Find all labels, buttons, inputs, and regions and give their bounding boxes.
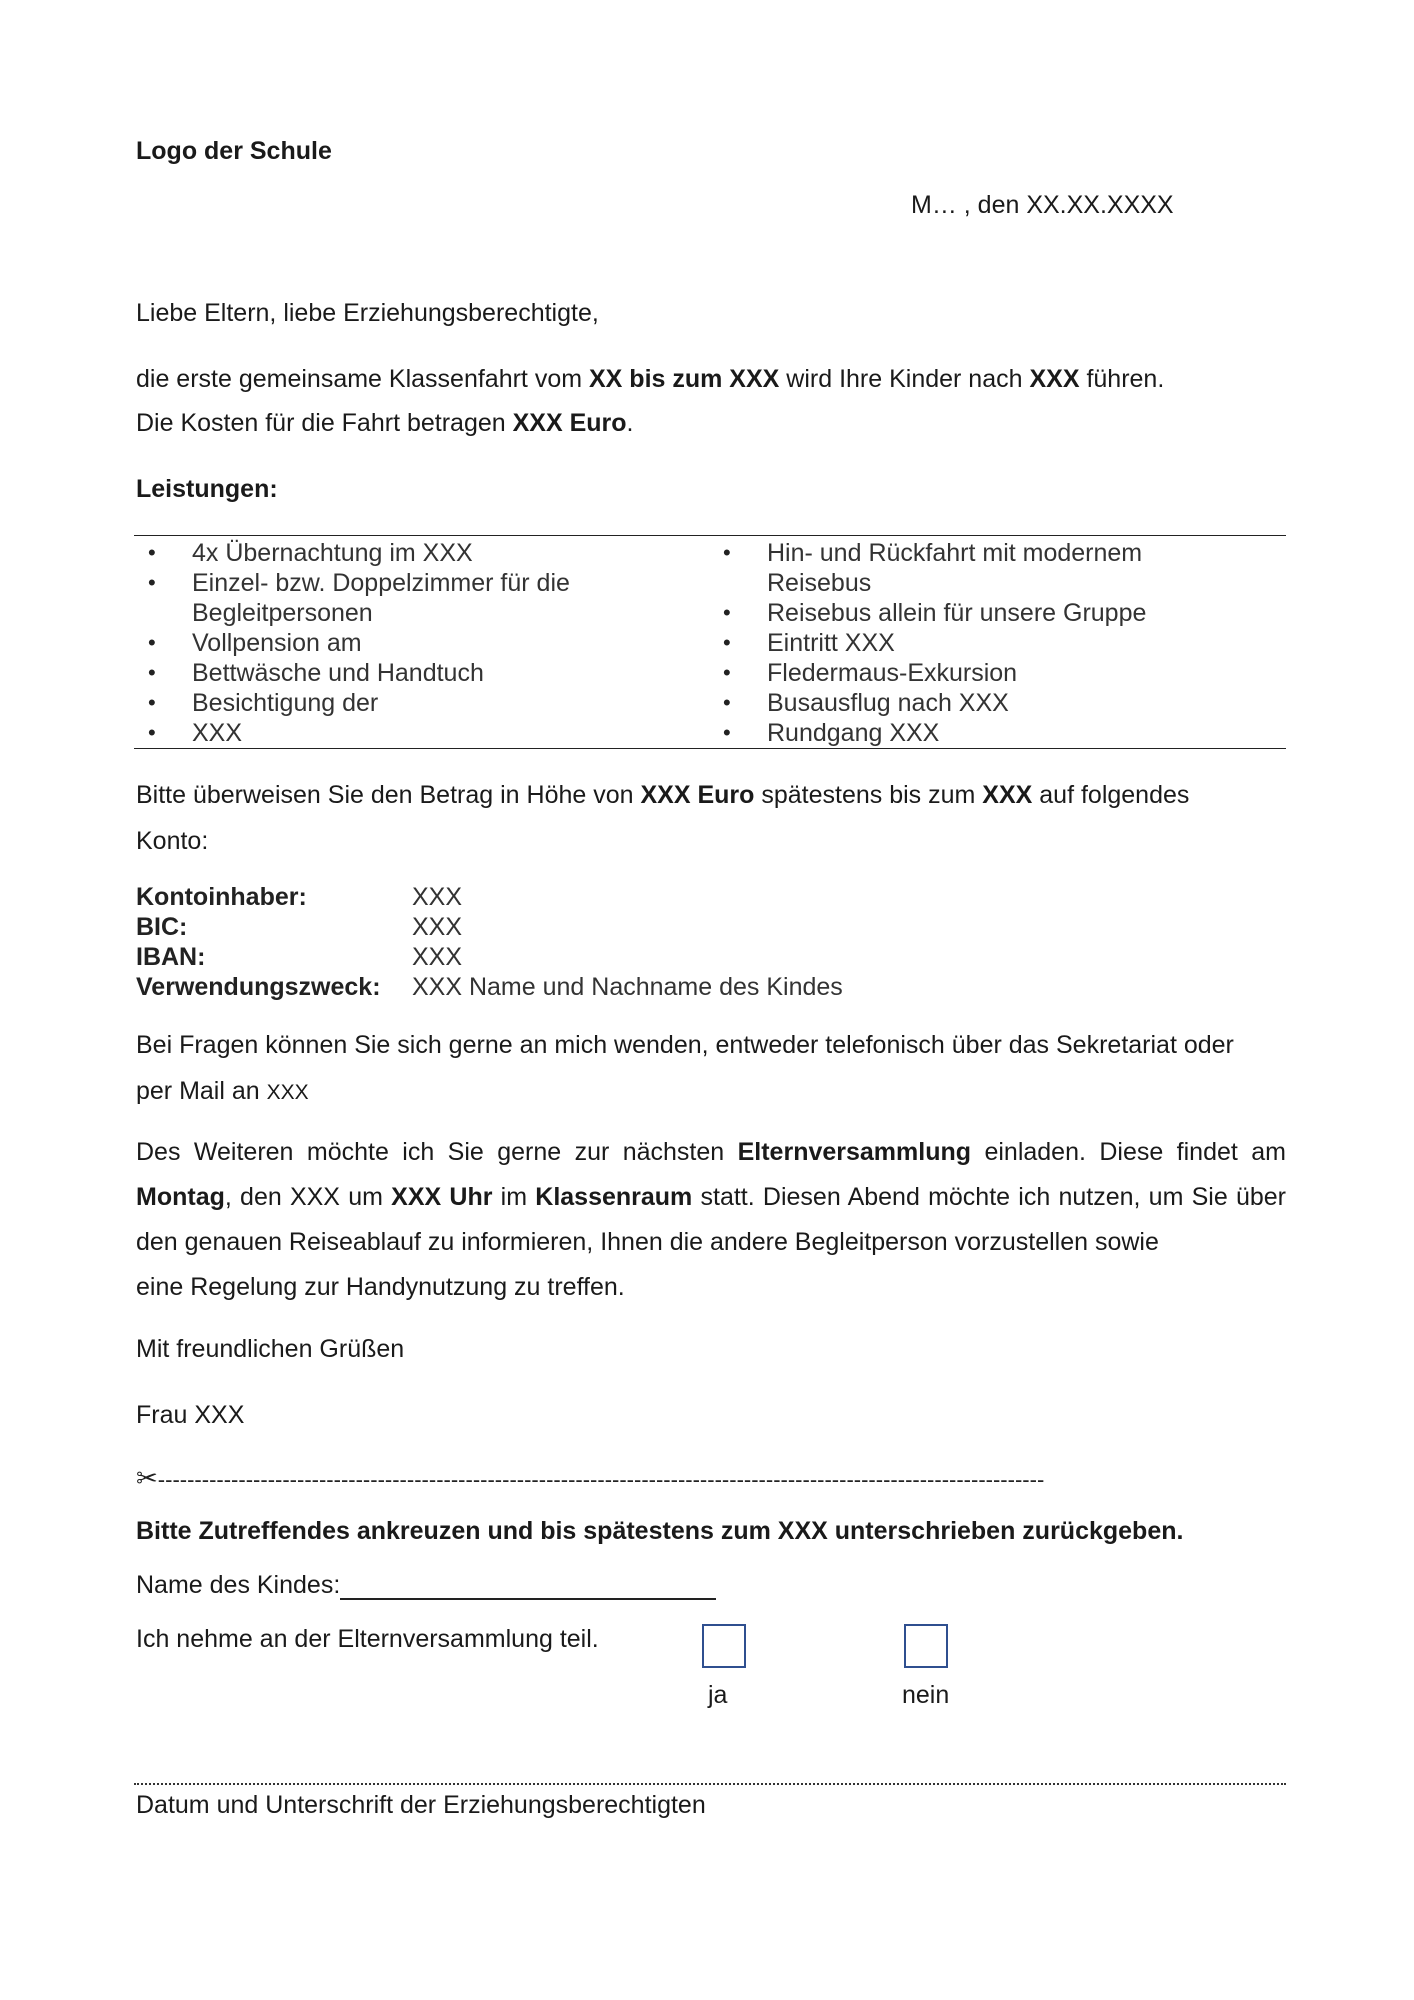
bank-row — [136, 972, 843, 1002]
services-list-left — [136, 538, 636, 748]
bank-value: XXX Name und Nachname des Kindes — [412, 973, 843, 1001]
payment-instructions: Bitte überweisen Sie den Betrag in Höhe von XXX Euro spätestens bis zum XXX auf folgendes Konto: — [136, 781, 1190, 855]
reply-instruction: Bitte Zutreffendes ankreuzen und bis spätestens zum XXX unterschrieben zurückgeben. — [136, 1517, 1184, 1545]
no-label: nein — [902, 1681, 950, 1709]
bank-details — [136, 882, 843, 1002]
place-date-line: M… , den XX.XX.XXXX — [911, 191, 1174, 219]
bank-label: Verwendungszweck: — [136, 973, 381, 1001]
list-item: • 4x Übernachtung im XXX — [136, 538, 636, 568]
bank-value: XXX — [412, 883, 463, 911]
signature-line[interactable] — [134, 1783, 1286, 1785]
list-item: • Besichtigung der — [136, 688, 636, 718]
mail-address: XXX — [266, 1081, 309, 1104]
child-name-row — [136, 1570, 716, 1600]
list-item: • Rundgang XXX — [711, 718, 1271, 748]
signature-caption: Datum und Unterschrift der Erziehungsberechtigten — [136, 1791, 706, 1819]
services-list-right — [711, 538, 1271, 748]
list-item: • Reisebus allein für unsere Gruppe — [711, 598, 1271, 628]
bank-value: XXX — [412, 913, 463, 941]
contact-paragraph: Bei Fragen können Sie sich gerne an mich wenden, entweder telefonisch über das Sekretariat oder per Mail an XXX — [136, 1031, 1234, 1105]
meeting-invitation: Des Weiteren möchte ich Sie gerne zur nächsten Elternversammlung einladen. Diese findet am Montag, den XXX um XXX Uhr im Klassenraum statt. Diesen Abend möchte ich nutzen, um Sie über den genauen Reiseablauf zu informieren, Ihnen die andere Begleitperson vorzustellen sowie eine Regelung zur Handynutzung zu treffen. — [136, 1138, 1286, 1301]
child-name-field[interactable] — [340, 1572, 716, 1600]
bank-label: Kontoinhaber: — [136, 883, 307, 911]
services-top-rule — [134, 535, 1286, 536]
bank-row — [136, 912, 843, 942]
bank-value: XXX — [412, 943, 463, 971]
bank-label: IBAN: — [136, 943, 206, 971]
salutation: Liebe Eltern, liebe Erziehungsberechtigte, — [136, 299, 599, 327]
list-item: • Fledermaus-Exkursion — [711, 658, 1271, 688]
list-item: • Busausflug nach XXX — [711, 688, 1271, 718]
yes-label: ja — [708, 1681, 728, 1709]
signature-name: Frau XXX — [136, 1401, 245, 1429]
trip-intro: die erste gemeinsame Klassenfahrt vom XX bis zum XXX wird Ihre Kinder nach XXX führen. — [136, 365, 1165, 393]
child-name-label: Name des Kindes: — [136, 1571, 341, 1599]
list-item: • Einzel- bzw. Doppelzimmer für die Begleitpersonen — [136, 568, 636, 628]
closing-greeting: Mit freundlichen Grüßen — [136, 1335, 405, 1363]
list-item: • Vollpension am — [136, 628, 636, 658]
trip-cost: Die Kosten für die Fahrt betragen XXX Euro. — [136, 409, 634, 437]
services-heading: Leistungen: — [136, 475, 278, 503]
bank-label: BIC: — [136, 913, 188, 941]
no-checkbox[interactable] — [904, 1624, 948, 1668]
attendance-question: Ich nehme an der Elternversammlung teil. — [136, 1625, 599, 1653]
list-item: • Bettwäsche und Handtuch — [136, 658, 636, 688]
school-logo-placeholder: Logo der Schule — [136, 137, 332, 165]
list-item: • XXX — [136, 718, 636, 748]
cut-line — [136, 1463, 1188, 1495]
dash-line: ------------------------------------------------------------------------------------------------------------------------- — [157, 1467, 1045, 1492]
services-bottom-rule — [134, 748, 1286, 749]
list-item: • Hin- und Rückfahrt mit modernem Reisebus — [711, 538, 1187, 598]
yes-checkbox[interactable] — [702, 1624, 746, 1668]
scissors-icon: ✂ — [136, 1463, 158, 1493]
bank-row — [136, 942, 843, 972]
list-item: • Eintritt XXX — [711, 628, 1271, 658]
bank-row — [136, 882, 843, 912]
